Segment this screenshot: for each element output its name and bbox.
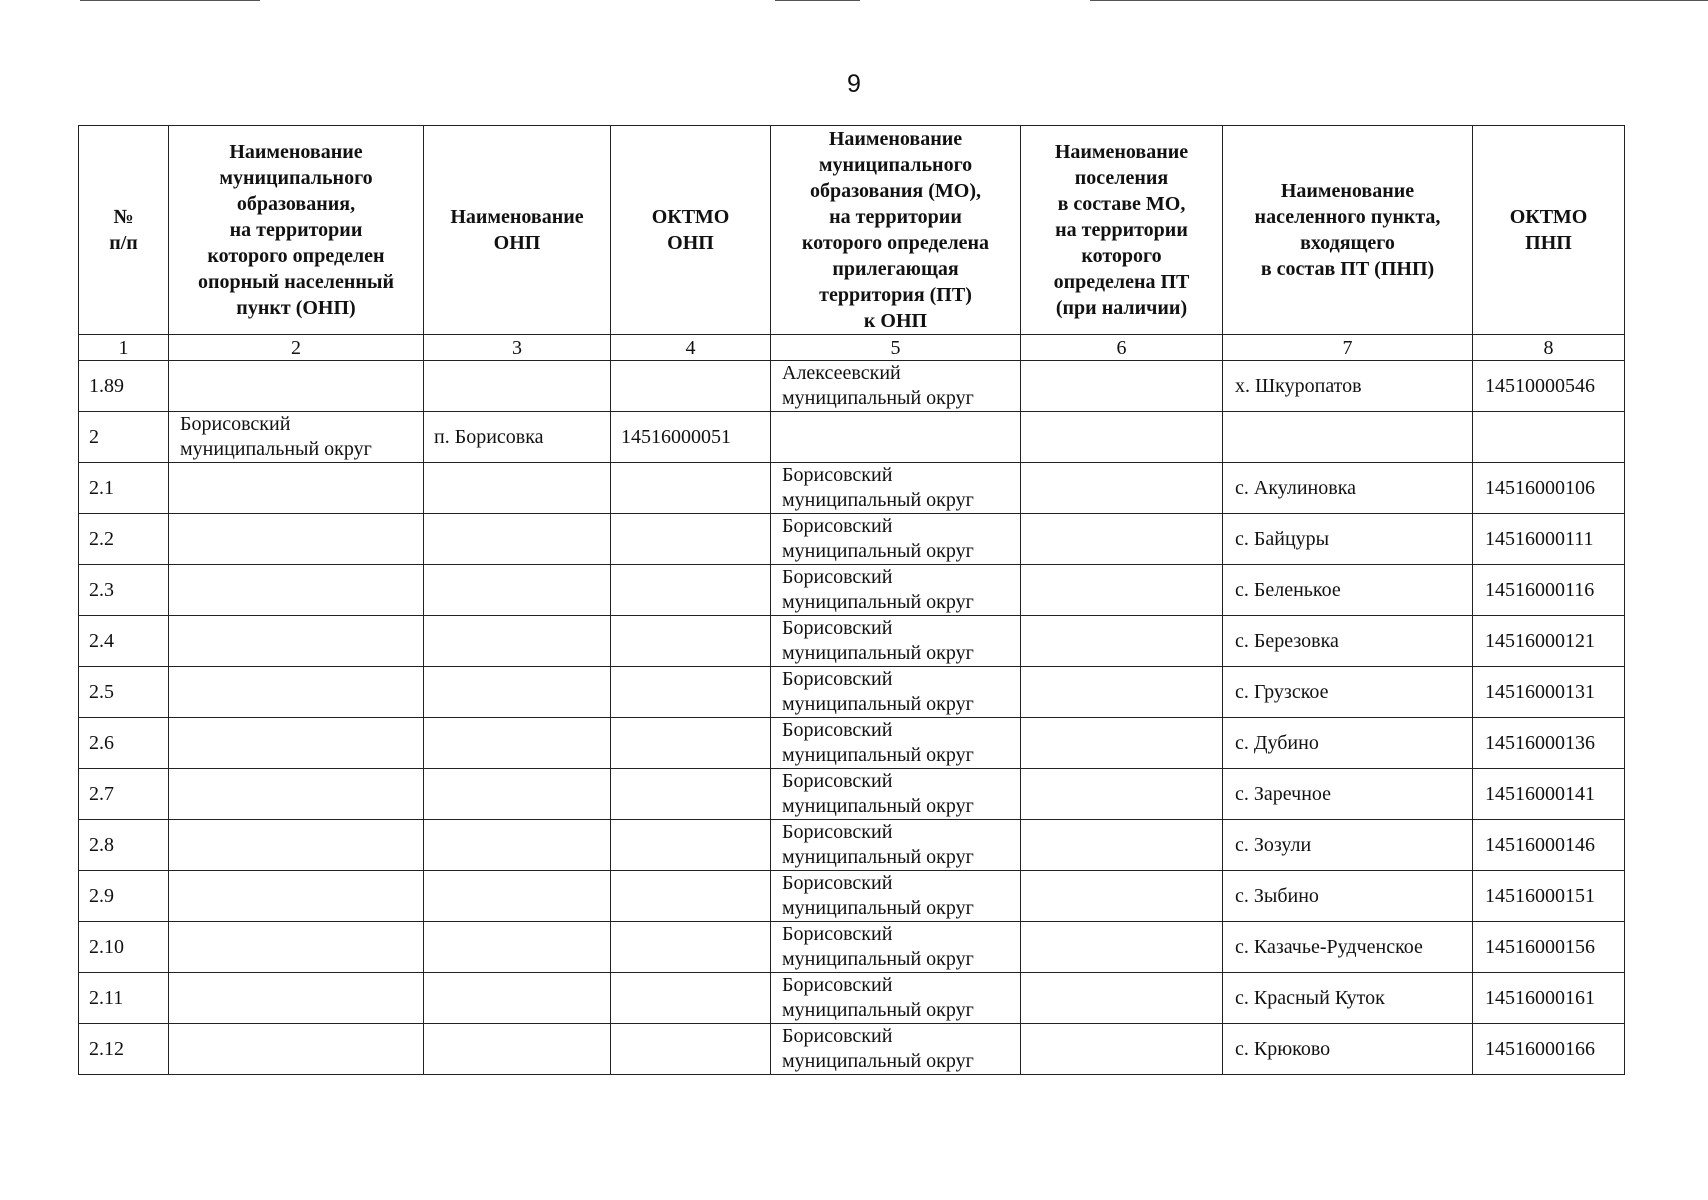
- municipality-cell: [169, 871, 424, 922]
- municipality-cell: [169, 361, 424, 412]
- municipality-cell: [169, 1024, 424, 1075]
- column-number: 1: [79, 335, 169, 361]
- table-row: [79, 667, 1625, 718]
- onp-name-cell: [424, 1024, 611, 1075]
- pnp-oktmo-cell: 14516000106: [1473, 463, 1625, 514]
- settlement-cell: [1021, 361, 1223, 412]
- pt-municipality-cell: Борисовский муниципальный округ: [771, 922, 1021, 973]
- row-number-cell: 2.8: [79, 820, 169, 871]
- onp-oktmo-cell: 14516000051: [611, 412, 771, 463]
- onp-oktmo-cell: [611, 565, 771, 616]
- row-number-cell: 2.4: [79, 616, 169, 667]
- row-number-cell: 2.7: [79, 769, 169, 820]
- municipality-cell: [169, 973, 424, 1024]
- page-number: 9: [847, 70, 861, 98]
- settlement-cell: [1021, 514, 1223, 565]
- table-row: [79, 973, 1625, 1024]
- table-row: [79, 463, 1625, 514]
- onp-name-cell: [424, 718, 611, 769]
- column-number: 8: [1473, 335, 1625, 361]
- column-number: 2: [169, 335, 424, 361]
- settlements-table: [78, 125, 1625, 1075]
- pnp-name-cell: с. Байцуры: [1223, 514, 1473, 565]
- pnp-oktmo-cell: 14516000146: [1473, 820, 1625, 871]
- pnp-name-cell: с. Красный Куток: [1223, 973, 1473, 1024]
- onp-name-cell: п. Борисовка: [424, 412, 611, 463]
- table-row: [79, 412, 1625, 463]
- municipality-cell: [169, 616, 424, 667]
- row-number-cell: 2.12: [79, 1024, 169, 1075]
- header-cell-onp-name: Наименование ОНП: [424, 126, 611, 335]
- row-number-cell: 2.10: [79, 922, 169, 973]
- municipality-cell: [169, 922, 424, 973]
- onp-name-cell: [424, 769, 611, 820]
- row-number-cell: 2.1: [79, 463, 169, 514]
- onp-name-cell: [424, 973, 611, 1024]
- onp-oktmo-cell: [611, 769, 771, 820]
- settlement-cell: [1021, 871, 1223, 922]
- header-cell-pnp-oktmo: ОКТМО ПНП: [1473, 126, 1625, 335]
- onp-name-cell: [424, 820, 611, 871]
- onp-oktmo-cell: [611, 514, 771, 565]
- pnp-oktmo-cell: [1473, 412, 1625, 463]
- onp-name-cell: [424, 565, 611, 616]
- pnp-name-cell: с. Зозули: [1223, 820, 1473, 871]
- column-number: 5: [771, 335, 1021, 361]
- column-number: 3: [424, 335, 611, 361]
- table-row: [79, 1024, 1625, 1075]
- row-number-cell: 2.11: [79, 973, 169, 1024]
- onp-oktmo-cell: [611, 616, 771, 667]
- pnp-oktmo-cell: 14516000166: [1473, 1024, 1625, 1075]
- pnp-name-cell: с. Акулиновка: [1223, 463, 1473, 514]
- pt-municipality-cell: Борисовский муниципальный округ: [771, 616, 1021, 667]
- pnp-name-cell: с. Зыбино: [1223, 871, 1473, 922]
- pnp-oktmo-cell: 14516000111: [1473, 514, 1625, 565]
- table-row: [79, 871, 1625, 922]
- settlement-cell: [1021, 667, 1223, 718]
- pt-municipality-cell: Борисовский муниципальный округ: [771, 565, 1021, 616]
- row-number-cell: 2.6: [79, 718, 169, 769]
- pnp-name-cell: с. Беленькое: [1223, 565, 1473, 616]
- pnp-oktmo-cell: 14516000161: [1473, 973, 1625, 1024]
- settlement-cell: [1021, 412, 1223, 463]
- pnp-oktmo-cell: 14516000121: [1473, 616, 1625, 667]
- municipality-cell: [169, 718, 424, 769]
- settlement-cell: [1021, 565, 1223, 616]
- header-cell-settlement: Наименование поселения в составе МО, на территории которого определена ПТ (при наличии): [1021, 126, 1223, 335]
- municipality-cell: [169, 565, 424, 616]
- column-number: 7: [1223, 335, 1473, 361]
- top-rule-right: [1090, 0, 1708, 1]
- row-number-cell: 2.3: [79, 565, 169, 616]
- settlement-cell: [1021, 718, 1223, 769]
- onp-oktmo-cell: [611, 361, 771, 412]
- settlement-cell: [1021, 616, 1223, 667]
- settlement-cell: [1021, 820, 1223, 871]
- pnp-name-cell: с. Казачье-Рудченское: [1223, 922, 1473, 973]
- pnp-oktmo-cell: 14510000546: [1473, 361, 1625, 412]
- pnp-oktmo-cell: 14516000156: [1473, 922, 1625, 973]
- row-number-cell: 1.89: [79, 361, 169, 412]
- pnp-name-cell: с. Дубино: [1223, 718, 1473, 769]
- table-row: [79, 565, 1625, 616]
- onp-oktmo-cell: [611, 820, 771, 871]
- settlement-cell: [1021, 1024, 1223, 1075]
- onp-oktmo-cell: [611, 973, 771, 1024]
- municipality-cell: [169, 514, 424, 565]
- onp-name-cell: [424, 922, 611, 973]
- settlement-cell: [1021, 973, 1223, 1024]
- onp-oktmo-cell: [611, 718, 771, 769]
- pt-municipality-cell: Борисовский муниципальный округ: [771, 667, 1021, 718]
- onp-oktmo-cell: [611, 1024, 771, 1075]
- table-row: [79, 769, 1625, 820]
- onp-oktmo-cell: [611, 871, 771, 922]
- pnp-name-cell: с. Березовка: [1223, 616, 1473, 667]
- onp-name-cell: [424, 361, 611, 412]
- settlement-cell: [1021, 463, 1223, 514]
- row-number-cell: 2.5: [79, 667, 169, 718]
- pnp-oktmo-cell: 14516000151: [1473, 871, 1625, 922]
- municipality-cell: [169, 463, 424, 514]
- pt-municipality-cell: Борисовский муниципальный округ: [771, 514, 1021, 565]
- pt-municipality-cell: Борисовский муниципальный округ: [771, 769, 1021, 820]
- pt-municipality-cell: Борисовский муниципальный округ: [771, 718, 1021, 769]
- header-cell-pnp-name: Наименование населенного пункта, входящего в состав ПТ (ПНП): [1223, 126, 1473, 335]
- table-row: [79, 514, 1625, 565]
- pt-municipality-cell: Борисовский муниципальный округ: [771, 973, 1021, 1024]
- pnp-oktmo-cell: 14516000141: [1473, 769, 1625, 820]
- header-cell-municipality: Наименование муниципального образования, на территории которого определен опорный населенный пункт (ОНП): [169, 126, 424, 335]
- top-rule-center: [775, 0, 860, 1]
- onp-name-cell: [424, 514, 611, 565]
- header-row: [79, 126, 1625, 335]
- pnp-name-cell: с. Крюково: [1223, 1024, 1473, 1075]
- pnp-oktmo-cell: 14516000131: [1473, 667, 1625, 718]
- table-row: [79, 922, 1625, 973]
- pnp-name-cell: [1223, 412, 1473, 463]
- municipality-cell: [169, 667, 424, 718]
- onp-name-cell: [424, 616, 611, 667]
- onp-oktmo-cell: [611, 667, 771, 718]
- pnp-name-cell: х. Шкуропатов: [1223, 361, 1473, 412]
- header-cell-number: № п/п: [79, 126, 169, 335]
- pnp-name-cell: с. Заречное: [1223, 769, 1473, 820]
- onp-oktmo-cell: [611, 922, 771, 973]
- table-row: [79, 820, 1625, 871]
- pnp-oktmo-cell: 14516000116: [1473, 565, 1625, 616]
- column-number: 4: [611, 335, 771, 361]
- row-number-cell: 2: [79, 412, 169, 463]
- pt-municipality-cell: Борисовский муниципальный округ: [771, 820, 1021, 871]
- settlement-cell: [1021, 922, 1223, 973]
- header-cell-onp-oktmo: ОКТМО ОНП: [611, 126, 771, 335]
- municipality-cell: [169, 769, 424, 820]
- onp-name-cell: [424, 667, 611, 718]
- pt-municipality-cell: Борисовский муниципальный округ: [771, 871, 1021, 922]
- column-number: 6: [1021, 335, 1223, 361]
- table-row: [79, 718, 1625, 769]
- pnp-oktmo-cell: 14516000136: [1473, 718, 1625, 769]
- pt-municipality-cell: [771, 412, 1021, 463]
- onp-name-cell: [424, 871, 611, 922]
- table-row: [79, 616, 1625, 667]
- row-number-cell: 2.9: [79, 871, 169, 922]
- onp-name-cell: [424, 463, 611, 514]
- municipality-cell: Борисовский муниципальный округ: [169, 412, 424, 463]
- pt-municipality-cell: Борисовский муниципальный округ: [771, 463, 1021, 514]
- pt-municipality-cell: Борисовский муниципальный округ: [771, 1024, 1021, 1075]
- onp-oktmo-cell: [611, 463, 771, 514]
- row-number-cell: 2.2: [79, 514, 169, 565]
- table-row: [79, 361, 1625, 412]
- header-cell-pt-municipality: Наименование муниципального образования (МО), на территории которого определена прилегающая территория (ПТ) к ОНП: [771, 126, 1021, 335]
- column-number-row: [79, 335, 1625, 361]
- settlement-cell: [1021, 769, 1223, 820]
- municipality-cell: [169, 820, 424, 871]
- pt-municipality-cell: Алексеевский муниципальный округ: [771, 361, 1021, 412]
- pnp-name-cell: с. Грузское: [1223, 667, 1473, 718]
- top-rule-left: [80, 0, 260, 1]
